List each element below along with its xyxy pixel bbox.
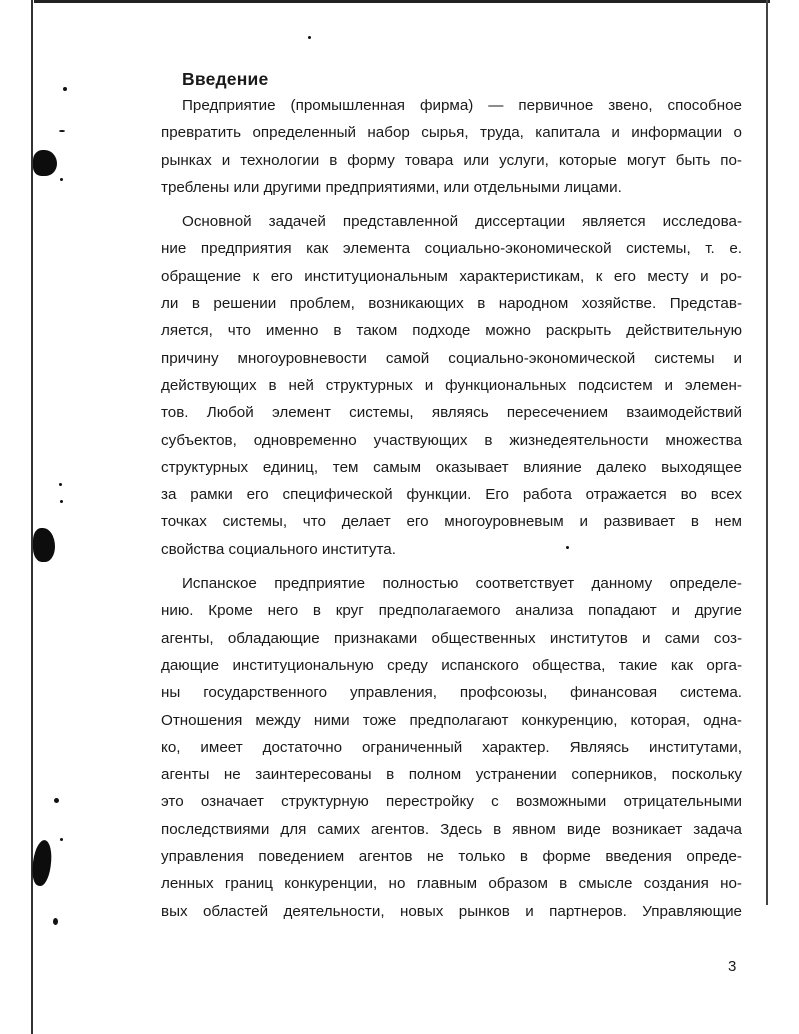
text-line: вых областей деятельности, новых рынков и партнеров. Управляющие: [161, 902, 742, 920]
text-line: причину многоуровневости самой социально-экономической системы и: [161, 349, 742, 367]
text-line: это означает структурную перестройку с возможными отрицательными: [161, 793, 742, 811]
scan-speck: [60, 178, 63, 181]
scan-speck: [60, 838, 63, 841]
text-line: дающие институциональную среду испанского общества, такие как орга-: [161, 656, 742, 674]
scan-speck: [54, 798, 59, 803]
text-line: рынках и технологии в форму товара или услуги, которые могут быть по-: [161, 151, 742, 169]
text-line: превратить определенный набор сырья, труда, капитала и информации о: [161, 124, 742, 142]
text-line: управления поведением агентов не только в форме введения опреде-: [161, 848, 742, 866]
text-line: нию. Кроме него в круг предполагаемого анализа попадают и другие: [161, 602, 742, 620]
text-line: агенты не заинтересованы в полном устранении соперников, поскольку: [161, 766, 742, 784]
text-line: структурных единиц, тем самым оказывает влияние далеко выходящее: [161, 458, 742, 476]
scan-speck: [63, 87, 67, 91]
text-line: ленных границ конкуренции, но главным образом в смысле создания но-: [161, 875, 742, 893]
text-line: субъектов, одновременно участвующих в жизнедеятельности множества: [161, 431, 742, 449]
text-line: ли в решении проблем, возникающих в народном хозяйстве. Представ-: [161, 295, 742, 313]
scan-speck: [53, 918, 58, 925]
text-line: агенты, обладающие признаками общественных институтов и сами соз-: [161, 629, 742, 647]
ink-blot-top: [33, 150, 57, 176]
text-line: обращение к его институциональным характеристикам, к его месту и ро-: [161, 267, 742, 285]
paragraph: [161, 570, 742, 925]
text-line: точках системы, что делает его многоуровневым и развивает в нем: [161, 513, 742, 531]
text-line: треблены или другими предприятиями, или отдельными лицами.: [161, 178, 622, 196]
text-line: ны государственного управления, профсоюзы, финансовая система.: [161, 684, 742, 702]
text-line: Испанское предприятие полностью соответствует данному определе-: [182, 575, 742, 593]
ink-blot-middle: [33, 528, 55, 562]
paragraph: [161, 92, 742, 201]
page-number: 3: [728, 958, 737, 975]
scan-speck: [59, 130, 65, 132]
text-line: за рамки его специфической функции. Его работа отражается во всех: [161, 486, 742, 504]
scan-speck: [60, 500, 63, 503]
document-body: [161, 92, 742, 925]
text-line: ние предприятия как элемента социально-экономической системы, т. е.: [161, 240, 742, 258]
text-line: Основной задачей представленной диссертации является исследова-: [182, 213, 742, 231]
text-line: свойства социального института.: [161, 540, 396, 558]
text-line: ляется, что именно в таком подходе можно раскрыть действительную: [161, 322, 742, 340]
section-heading: Введение: [182, 69, 269, 89]
text-line: последствиями для самих агентов. Здесь в явном виде возникает задача: [161, 820, 742, 838]
text-line: Отношения между ними тоже предполагают конкуренцию, которая, одна-: [161, 711, 742, 729]
text-line: действующих в ней структурных и функциональных подсистем и элемен-: [161, 376, 742, 394]
text-line: Предприятие (промышленная фирма) — первичное звено, способное: [182, 97, 742, 114]
ink-blot-bottom: [30, 839, 54, 887]
text-line: тов. Любой элемент системы, являясь пересечением взаимодействий: [161, 404, 742, 422]
document-page: [161, 66, 742, 925]
text-line: ко, имеет достаточно ограниченный характер. Являясь институтами,: [161, 738, 742, 756]
scan-speck: [59, 483, 62, 486]
scan-right-edge: [766, 0, 768, 905]
scan-top-rule: [34, 0, 770, 3]
paragraph: [161, 208, 742, 563]
scan-speck: [308, 36, 311, 39]
